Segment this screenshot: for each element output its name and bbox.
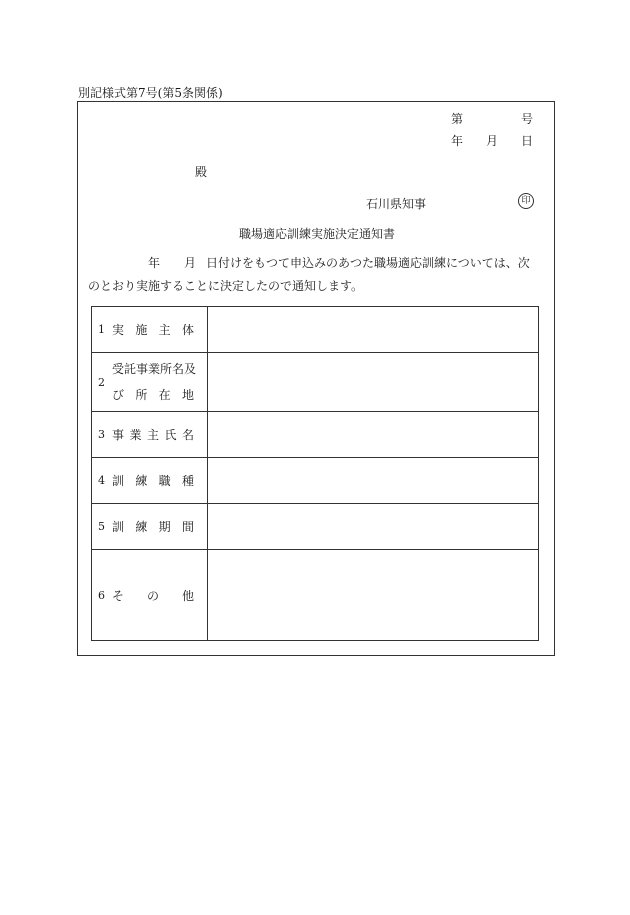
row-value-cell[interactable] — [208, 307, 539, 353]
row-number: 5 — [98, 520, 105, 533]
table-row — [92, 504, 539, 550]
addressee-suffix: 殿 — [195, 165, 208, 179]
date-month: 月 — [486, 134, 499, 148]
label-char: 主 — [146, 428, 159, 442]
body-year: 年 — [148, 256, 161, 270]
table-row — [92, 307, 539, 353]
row-value-cell[interactable] — [208, 458, 539, 504]
label-char: 練 — [135, 520, 148, 534]
table-row — [92, 412, 539, 458]
label-char: そ — [112, 588, 125, 603]
label-char: び — [112, 388, 125, 402]
label-char: 在 — [158, 388, 171, 402]
row-value-cell[interactable] — [208, 353, 539, 412]
form-caption: 別記様式第7号(第5条関係) — [78, 86, 223, 100]
label-char: 名 — [181, 428, 194, 442]
row-value-cell[interactable] — [208, 550, 539, 641]
details-table — [91, 306, 539, 641]
row-label — [92, 412, 208, 458]
label-char: 訓 — [112, 520, 125, 534]
row-number: 1 — [98, 323, 105, 336]
seal-mark: 印 — [518, 193, 534, 209]
date-year: 年 — [451, 134, 464, 148]
label-char: 事 — [112, 428, 125, 442]
label-char: 氏 — [164, 428, 177, 442]
body-line1: 日付けをもつて申込みのあつた職場適応訓練については、次 — [206, 256, 530, 270]
label-char: 他 — [181, 588, 194, 603]
label-char: 施 — [135, 323, 148, 337]
label-char: 地 — [181, 388, 194, 402]
label-char: 種 — [181, 474, 194, 488]
label-char: 職 — [158, 474, 171, 488]
row-number: 2 — [98, 375, 105, 389]
body-month: 月 — [184, 256, 197, 270]
row-label — [92, 307, 208, 353]
row-number: 4 — [98, 474, 105, 487]
label-char: 所 — [135, 388, 148, 402]
label-char: 実 — [112, 323, 125, 337]
label-line1: 受託事業所名及 — [112, 362, 197, 376]
table-row — [92, 550, 539, 641]
label-char: 練 — [135, 474, 148, 488]
table-row — [92, 458, 539, 504]
row-label — [92, 458, 208, 504]
number-go: 号 — [521, 112, 534, 126]
row-value-cell[interactable] — [208, 412, 539, 458]
label-char: の — [146, 588, 159, 603]
row-number: 3 — [98, 428, 105, 441]
label-char: 体 — [181, 323, 194, 337]
row-label — [92, 550, 208, 641]
row-label — [92, 353, 208, 412]
row-label — [92, 504, 208, 550]
label-char: 訓 — [112, 474, 125, 488]
row-value-cell[interactable] — [208, 504, 539, 550]
label-char: 主 — [158, 323, 171, 337]
table-row — [92, 353, 539, 412]
label-char: 間 — [181, 520, 194, 534]
label-char: 業 — [129, 428, 142, 442]
row-number: 6 — [98, 588, 105, 602]
date-day: 日 — [521, 134, 534, 148]
label-char: 期 — [158, 520, 171, 534]
issuer: 石川県知事 — [366, 197, 427, 211]
document-title: 職場適応訓練実施決定通知書 — [239, 227, 396, 241]
number-dai: 第 — [451, 112, 464, 126]
body-line2: のとおり実施することに決定したので通知します。 — [88, 279, 364, 293]
